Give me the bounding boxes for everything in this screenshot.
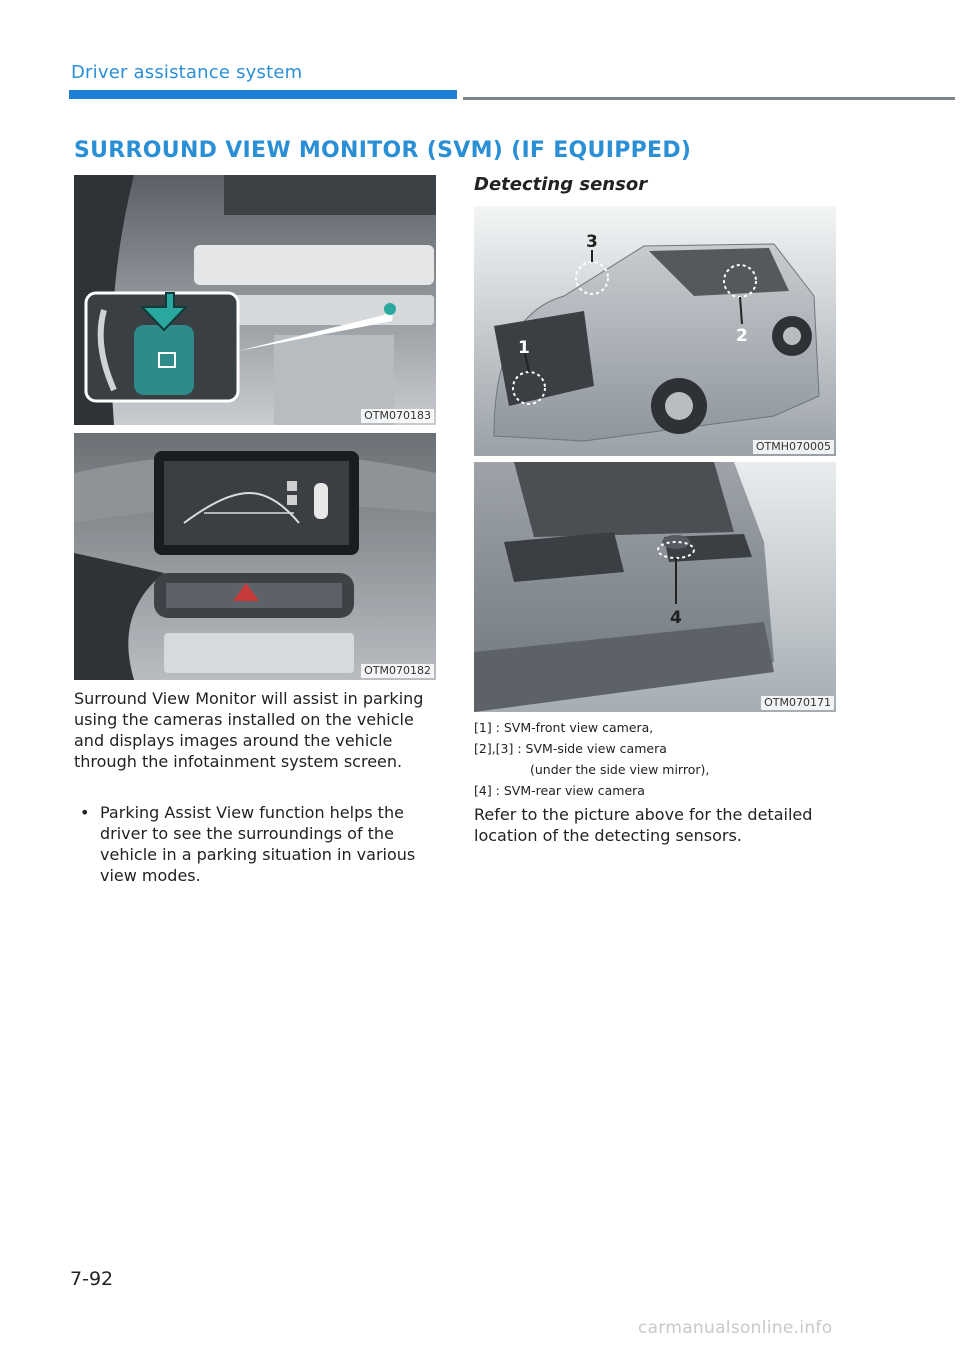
callout-2: 2 [736,326,748,346]
legend-item-front: [1] : SVM-front view camera, [474,720,654,735]
figure-code: OTMH070005 [753,440,834,454]
svm-button-illustration [74,175,436,425]
figure-code: OTM070183 [361,409,434,423]
legend-item-rear: [4] : SVM-rear view camera [474,783,645,798]
running-header: Driver assistance system [71,62,303,83]
header-bar-gray [463,97,955,100]
callout-4: 4 [670,608,682,628]
bullet-parking-assist-view [74,802,436,886]
section-title: SURROUND VIEW MONITOR (SVM) (IF EQUIPPED) [74,138,692,163]
legend-item-side: [2],[3] : SVM-side view camera [474,741,667,756]
svm-description: Surround View Monitor will assist in parking using the cameras installed on the vehicle and displays images around the vehicle through the infotainment system screen. [74,689,424,771]
figure-code: OTM070182 [361,664,434,678]
detecting-sensor-heading: Detecting sensor [474,174,648,195]
callout-1: 1 [518,338,530,358]
watermark[interactable]: carmanualsonline.info [638,1318,833,1338]
bullet-text: Parking Assist View function helps the driver to see the surroundings of the vehicle in a parking situation in various view modes. [100,803,416,885]
bullet-symbol: • [80,803,90,822]
figure-infotainment-screen [74,433,436,680]
page-number: 7-92 [70,1268,114,1290]
refer-text: Refer to the picture above for the detailed location of the detecting sensors. [474,805,813,845]
infotainment-illustration [74,433,436,680]
figure-svm-button [74,175,436,425]
figure-front-side-cameras [474,206,836,456]
figure-code: OTM070171 [761,696,834,710]
front-side-camera-illustration [474,206,836,456]
camera-legend [474,717,834,801]
legend-item-side-note: (under the side view mirror), [530,762,710,777]
figure-rear-camera [474,462,836,712]
rear-camera-illustration [474,462,836,712]
callout-3: 3 [586,232,598,252]
header-bar-blue [69,90,457,99]
